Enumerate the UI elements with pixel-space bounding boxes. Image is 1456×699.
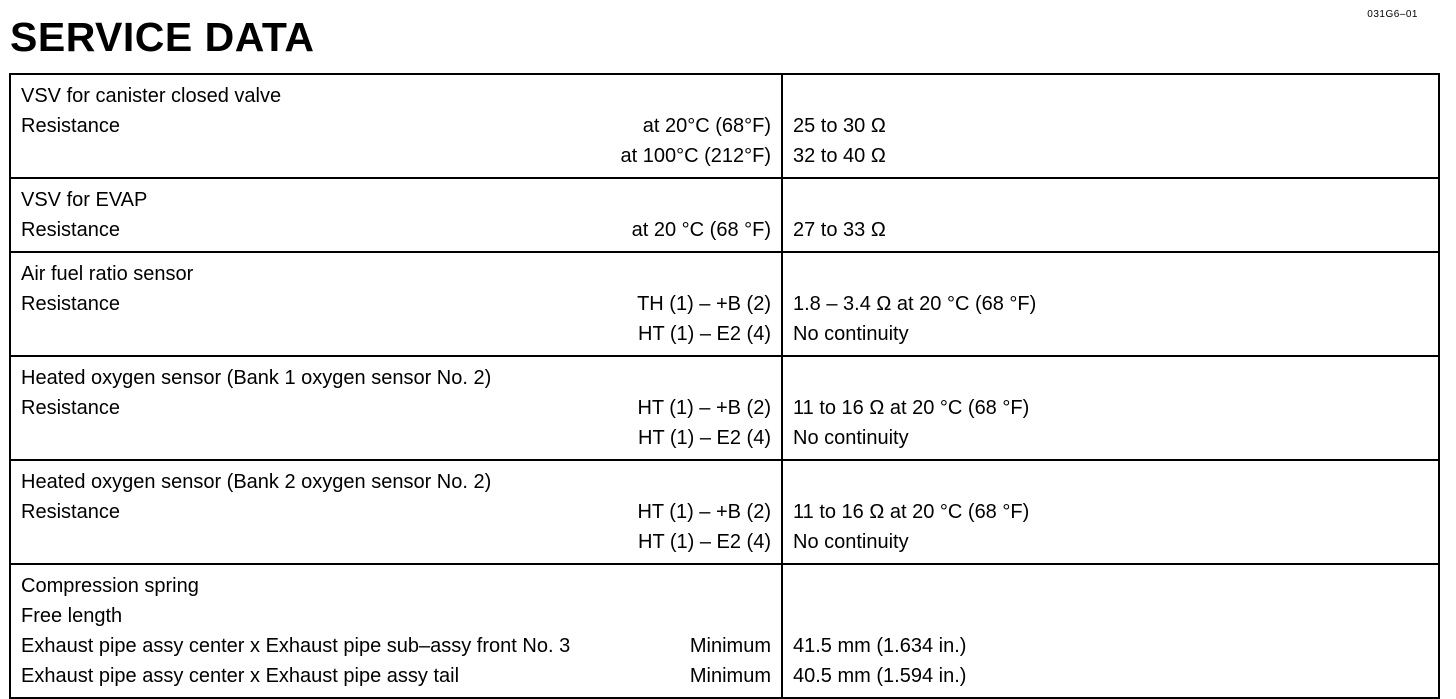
spec-label: Exhaust pipe assy center x Exhaust pipe assy tail [21, 665, 460, 687]
spec-description-cell [10, 356, 782, 460]
spec-line [21, 497, 771, 527]
section-title: Heated oxygen sensor (Bank 1 oxygen sensor No. 2) [21, 367, 492, 389]
spec-value: No continuity [793, 531, 909, 553]
spec-line [21, 631, 771, 661]
spec-value-cell [782, 356, 1439, 460]
spec-condition: HT (1) – E2 (4) [638, 427, 771, 449]
spec-value-cell [782, 252, 1439, 356]
section-title: VSV for canister closed valve [21, 85, 282, 107]
spec-value: 27 to 33 Ω [793, 219, 886, 241]
spec-label: Resistance [21, 397, 120, 419]
spec-label: Exhaust pipe assy center x Exhaust pipe sub–assy front No. 3 [21, 635, 571, 657]
spec-value-cell [782, 460, 1439, 564]
service-data-table [9, 73, 1440, 699]
spec-condition: at 20 °C (68 °F) [631, 219, 771, 241]
spec-condition: at 100°C (212°F) [620, 145, 771, 167]
spec-value-cell [782, 178, 1439, 252]
spec-line [21, 423, 771, 453]
spec-line [21, 393, 771, 423]
spec-condition: HT (1) – +B (2) [637, 397, 771, 419]
spec-label: Free length [21, 605, 123, 627]
spec-condition: Minimum [689, 635, 771, 657]
table-row [10, 178, 1439, 252]
spec-label: Resistance [21, 115, 120, 137]
spec-value: 11 to 16 Ω at 20 °C (68 °F) [793, 501, 1030, 523]
spec-line [21, 289, 771, 319]
table-row [10, 356, 1439, 460]
table-row [10, 252, 1439, 356]
spec-value: 25 to 30 Ω [793, 115, 886, 137]
spec-description-cell [10, 460, 782, 564]
spec-condition: Minimum [689, 665, 771, 687]
spec-line [21, 601, 771, 631]
spec-description-cell [10, 564, 782, 698]
spec-line [21, 141, 771, 171]
section-title: Air fuel ratio sensor [21, 263, 194, 285]
spec-label: Resistance [21, 501, 120, 523]
spec-line [21, 319, 771, 349]
spec-line [21, 527, 771, 557]
spec-line [21, 215, 771, 245]
spec-description-cell [10, 252, 782, 356]
spec-condition: TH (1) – +B (2) [637, 293, 771, 315]
spec-description-cell [10, 178, 782, 252]
section-title: VSV for EVAP [21, 189, 148, 211]
spec-condition: at 20°C (68°F) [642, 115, 771, 137]
spec-value: 41.5 mm (1.634 in.) [793, 635, 967, 657]
table-row [10, 74, 1439, 178]
spec-value [793, 601, 1428, 631]
table-row [10, 460, 1439, 564]
spec-value-cell [782, 564, 1439, 698]
spec-value: No continuity [793, 427, 909, 449]
section-title: Compression spring [21, 575, 199, 597]
spec-label: Resistance [21, 219, 120, 241]
table-row [10, 564, 1439, 698]
spec-condition: HT (1) – E2 (4) [638, 531, 771, 553]
spec-value-cell [782, 74, 1439, 178]
section-title: Heated oxygen sensor (Bank 2 oxygen sensor No. 2) [21, 471, 492, 493]
spec-value: 40.5 mm (1.594 in.) [793, 665, 967, 687]
spec-line [21, 661, 771, 691]
page-title: SERVICE DATA [10, 14, 315, 60]
document-code: 031G6–01 [1367, 9, 1418, 20]
spec-value: 1.8 – 3.4 Ω at 20 °C (68 °F) [793, 293, 1037, 315]
spec-condition: HT (1) – +B (2) [637, 501, 771, 523]
spec-condition: HT (1) – E2 (4) [638, 323, 771, 345]
spec-value: No continuity [793, 323, 909, 345]
spec-description-cell [10, 74, 782, 178]
spec-value: 11 to 16 Ω at 20 °C (68 °F) [793, 397, 1030, 419]
spec-label: Resistance [21, 293, 120, 315]
spec-line [21, 111, 771, 141]
spec-value: 32 to 40 Ω [793, 145, 886, 167]
